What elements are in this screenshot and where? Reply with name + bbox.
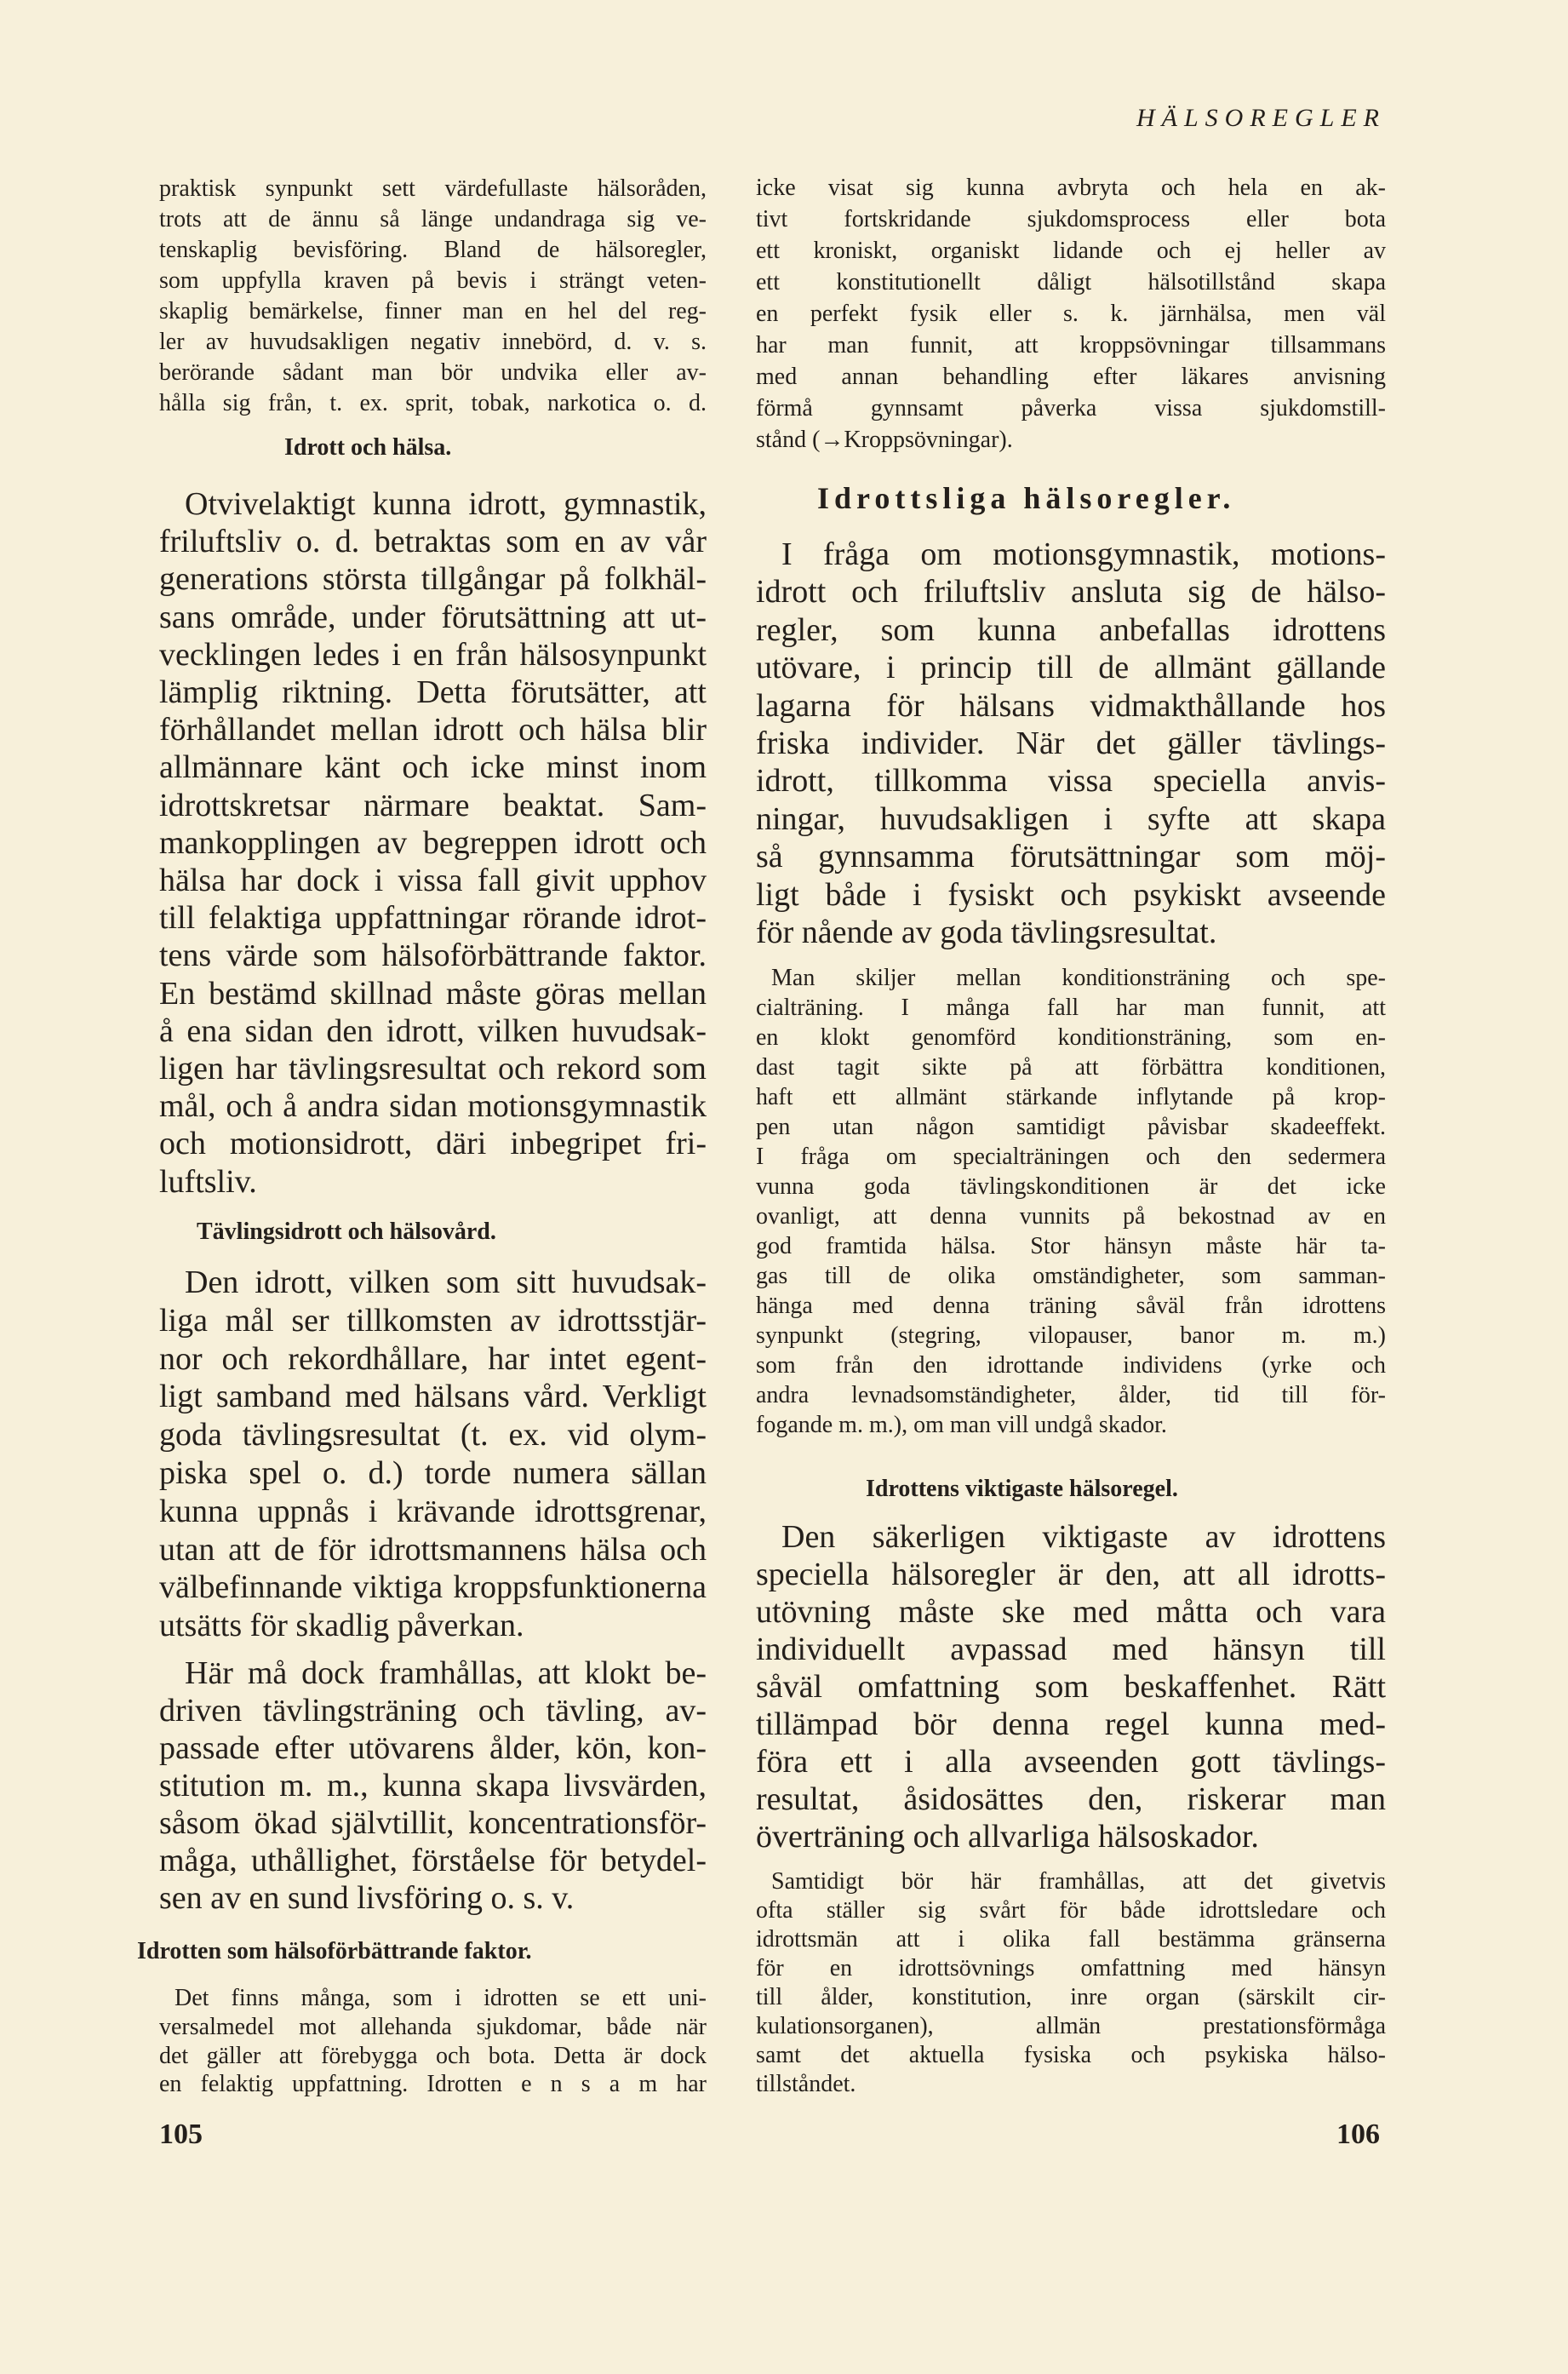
heading-idrottsliga-halsoregler: Idrottsliga hälsoregler. [817, 481, 1236, 515]
text-line: ett kroniskt, organiskt lidande och ej heller av [756, 238, 1386, 264]
text-line: regler, som kunna anbefallas idrottens [756, 611, 1386, 648]
text-line: det gäller att förebygga och bota. Detta är dock [159, 2042, 707, 2069]
text-line: driven tävlingsträning och tävling, av- [159, 1693, 707, 1729]
text-line: Den säkerligen viktigaste av idrottens [781, 1519, 1386, 1555]
text-line: till ålder, konstitution, inre organ (särskilt cir- [756, 1984, 1386, 2010]
text-line: friska individer. När det gäller tävlings- [756, 725, 1386, 762]
text-line: gas till de olika omständigheter, som samman- [756, 1263, 1386, 1289]
text-line: välbefinnande viktiga kroppsfunktionerna [159, 1569, 707, 1606]
heading-viktigaste-halsoregel: Idrottens viktigaste hälsoregel. [866, 1476, 1178, 1502]
text-line: haft ett allmänt stärkande inflytande på krop- [756, 1084, 1386, 1110]
text-line: goda tävlingsresultat (t. ex. vid olym- [159, 1417, 707, 1454]
text-line: icke visat sig kunna avbryta och hela en ak- [756, 175, 1386, 201]
text-line: utövning måste ske med måtta och vara [756, 1594, 1386, 1630]
text-line: tivt fortskridande sjukdomsprocess eller bota [756, 206, 1386, 232]
text-line: vunna goda tävlingskonditionen är det icke [756, 1173, 1386, 1200]
text-line: sen av en sund livsföring o. s. v. [159, 1880, 575, 1916]
text-line: som uppfylla kraven på bevis i strängt veten- [159, 267, 707, 294]
text-line: ligen har tävlingsresultat och rekord som [159, 1051, 707, 1087]
left-paragraph-3 [159, 1264, 707, 1645]
right-paragraph-1 [756, 172, 1386, 456]
left-paragraph-5 [159, 1984, 707, 2099]
text-line: förhållandet mellan idrott och hälsa blir [159, 712, 707, 748]
text-line: ett konstitutionellt dåligt hälsotillstånd skapa [756, 269, 1386, 295]
text-line: nor och rekordhållare, har intet egent- [159, 1340, 707, 1377]
text-line: måga, uthållighet, förståelse för betydel- [159, 1843, 707, 1878]
text-line: cialträning. I många fall har man funnit, att [756, 995, 1386, 1021]
left-paragraph-1 [159, 174, 707, 419]
text-line: I fråga om specialträningen och den sedermera [756, 1144, 1386, 1170]
text-line: såsom ökad självtillit, koncentrationsför- [159, 1805, 707, 1841]
text-line: lämplig riktning. Detta förutsätter, att [159, 674, 707, 711]
page-number-left: 105 [159, 2119, 203, 2150]
text-line: passade efter utövarens ålder, kön, kon- [159, 1730, 707, 1766]
text-line: I fråga om motionsgymnastik, motions- [781, 536, 1386, 572]
text-line: dast tagit sikte på att förbättra konditionen, [756, 1054, 1386, 1081]
heading-idrott-och-halsa: Idrott och hälsa. [284, 434, 452, 461]
right-paragraph-2 [756, 536, 1386, 951]
text-line: hälsa har dock i vissa fall givit upphov [159, 863, 707, 899]
text-line: liga mål ser tillkomsten av idrottsstjär- [159, 1302, 707, 1339]
text-line: idrottsmän att i olika fall bestämma gränserna [756, 1926, 1386, 1953]
text-line: tillståndet. [756, 2071, 856, 2097]
text-line: tens värde som hälsoförbättrande faktor. [159, 938, 707, 974]
text-line: idrottskretsar närmare beaktat. Sam- [159, 787, 707, 823]
text-line: kulationsorganen), allmän prestationsförmåga [756, 2013, 1386, 2039]
text-line: utan att de för idrottsmannens hälsa och [159, 1531, 707, 1568]
text-line: ningar, huvudsakligen i syfte att skapa [756, 800, 1386, 837]
text-line: hålla sig från, t. ex. sprit, tobak, narkotica o. d. [159, 390, 707, 416]
text-line: Otvivelaktigt kunna idrott, gymnastik, [185, 486, 707, 522]
text-line: stitution m. m., kunna skapa livsvärden, [159, 1768, 707, 1803]
text-line: skaplig bemärkelse, finner man en hel del reg- [159, 298, 707, 324]
text-line: Det finns många, som i idrotten se ett uni- [175, 1985, 707, 2011]
text-line: stånd (→Kroppsövningar). [756, 427, 1013, 453]
text-line: luftsliv. [159, 1163, 257, 1200]
text-line: andra levnadsomständigheter, ålder, tid till för- [756, 1382, 1386, 1408]
text-line: har man funnit, att kroppsövningar tillsammans [756, 332, 1386, 358]
text-line: piska spel o. d.) torde numera sällan [159, 1454, 707, 1491]
text-line: en felaktig uppfattning. Idrotten e n s a m har [159, 2071, 707, 2098]
text-line: individuellt avpassad med hänsyn till [756, 1631, 1386, 1667]
text-line: praktisk synpunkt sett värdefullaste hälsoråden, [159, 175, 707, 202]
text-line: Här må dock framhållas, att klokt be- [185, 1655, 707, 1691]
text-line: allmännare känt och icke minst inom [159, 749, 707, 786]
text-line: överträning och allvarliga hälsoskador. [756, 1819, 1259, 1855]
left-paragraph-2 [159, 485, 707, 1201]
text-line: en klokt genomförd konditionsträning, som en- [756, 1024, 1386, 1051]
text-line: sans område, under förutsättning att ut- [159, 599, 707, 635]
right-paragraph-4 [756, 1518, 1386, 1855]
text-line: trots att de ännu så länge undandraga sig ve- [159, 206, 707, 232]
text-line: pen utan någon samtidigt påvisbar skadeeffekt. [756, 1114, 1386, 1140]
text-line: så gynnsamma förutsättningar som möj- [756, 839, 1386, 875]
left-paragraph-4 [159, 1654, 707, 1917]
text-line: mål, och å andra sidan motionsgymnastik [159, 1088, 707, 1125]
text-line: en perfekt fysik eller s. k. järnhälsa, men väl [756, 301, 1386, 327]
heading-halsoforbattrande-faktor: Idrotten som hälsoförbättrande faktor. [137, 1938, 532, 1964]
text-line: friluftsliv o. d. betraktas som en av vår [159, 524, 707, 560]
text-line: fogande m. m.), om man vill undgå skador. [756, 1412, 1167, 1438]
text-line: kunna uppnås i krävande idrottsgrenar, [159, 1493, 707, 1529]
text-line: berörande sådant man bör undvika eller av- [159, 359, 707, 386]
page-number-right: 106 [1336, 2119, 1380, 2150]
text-line: Den idrott, vilken som sitt huvudsak- [185, 1264, 707, 1300]
text-line: resultat, åsidosättes den, riskerar man [756, 1781, 1386, 1817]
text-line: mankopplingen av begreppen idrott och [159, 824, 707, 861]
text-line: Samtidigt bör här framhållas, att det givetvis [771, 1868, 1386, 1895]
text-line: idrott och friluftsliv ansluta sig de hälso- [756, 574, 1386, 611]
right-paragraph-5 [756, 1867, 1386, 2099]
text-line: för nående av goda tävlingsresultat. [756, 915, 1217, 951]
text-line: å ena sidan den idrott, vilken huvudsak- [159, 1012, 707, 1049]
text-line: vecklingen ledes i en från hälsosynpunkt [159, 636, 707, 673]
text-line: lagarna för hälsans vidmakthållande hos [756, 687, 1386, 724]
text-line: ofta ställer sig svårt för både idrottsledare och [756, 1897, 1386, 1924]
text-line: samt det aktuella fysiska och psykiska hälso- [756, 2042, 1386, 2068]
text-line: En bestämd skillnad måste göras mellan [159, 975, 707, 1012]
right-paragraph-3 [756, 963, 1386, 1440]
text-line: god framtida hälsa. Stor hänsyn måste här ta- [756, 1233, 1386, 1259]
text-line: generations största tillgångar på folkhäl- [159, 561, 707, 598]
text-line: såväl omfattning som beskaffenhet. Rätt [756, 1669, 1386, 1705]
heading-tavlingsidrott: Tävlingsidrott och hälsovård. [197, 1219, 496, 1245]
text-line: som från den idrottande individens (yrke och [756, 1352, 1386, 1379]
text-line: till felaktiga uppfattningar rörande idrot- [159, 900, 707, 937]
text-line: för en idrottsövnings omfattning med hänsyn [756, 1955, 1386, 1981]
text-line: förmå gynnsamt påverka vissa sjukdomstill- [756, 395, 1386, 421]
text-line: idrott, tillkomma vissa speciella anvis- [756, 763, 1386, 800]
text-line: tillämpad bör denna regel kunna med- [756, 1706, 1386, 1742]
text-line: utsätts för skadlig påverkan. [159, 1608, 524, 1644]
text-line: speciella hälsoregler är den, att all idrotts- [756, 1557, 1386, 1592]
text-line: ler av huvudsakligen negativ innebörd, d. v. s. [159, 329, 707, 355]
text-line: synpunkt (stegring, vilopauser, banor m. m.) [756, 1322, 1386, 1349]
text-line: föra ett i alla avseenden gott tävlings- [756, 1744, 1386, 1780]
running-head: HÄLSOREGLER [1136, 104, 1386, 132]
text-line: Man skiljer mellan konditionsträning och spe- [771, 965, 1386, 991]
text-line: ovanligt, att denna vunnits på bekostnad av en [756, 1203, 1386, 1230]
text-line: och motionsidrott, däri inbegripet fri- [159, 1126, 707, 1162]
text-line: ligt samband med hälsans vård. Verkligt [159, 1379, 707, 1415]
text-line: versalmedel mot allehanda sjukdomar, både när [159, 2013, 707, 2040]
text-line: med annan behandling efter läkares anvisning [756, 364, 1386, 390]
text-line: utövare, i princip till de allmänt gällande [756, 650, 1386, 686]
text-line: tenskaplig bevisföring. Bland de hälsoregler, [159, 237, 707, 263]
text-line: ligt både i fysiskt och psykiskt avseende [756, 876, 1386, 913]
text-line: hänga med denna träning såväl från idrottens [756, 1293, 1386, 1319]
